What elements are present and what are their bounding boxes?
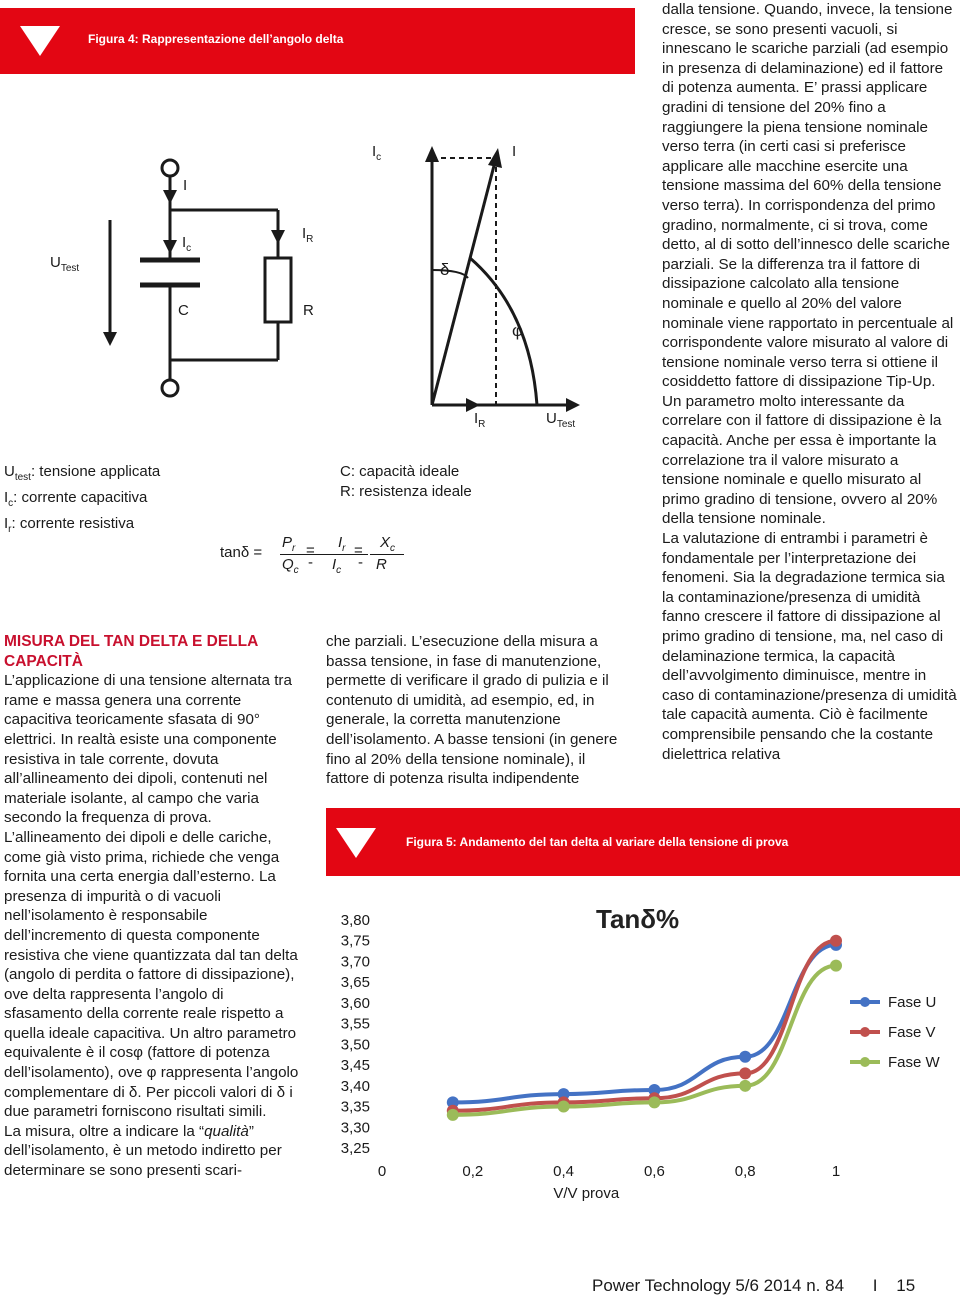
paragraph: dalla tensione. Quando, invece, la tensione cresce, se sono presenti vacuoli, si innescano le scariche parziali (ad esempio in presenza di delaminazione) ed il fattore di potenza aumenta. E’ prassi applicare gradini di tensione del 20% fino a raggiungere la piena tensione nominale verso terra (in certi casi si preferisce applicare alle macchine esercite una tensione massima del 60% della tensione verso terra). In corrispondenza del primo gradino, normalmente, ci si trova, come detto, al di sotto dell’innesco delle scariche parziali. Se la differenza tra il fattore di dissipazione calcolato alla tensione nominale e quello al 20% del valore nominale viene rapportato in percentuale al corrispondente valore misurato al valore di tensione nominale verso terra si ottiene il cosiddetto fattore di dissipazione Tip-Up. Un parametro molto interessante da correlare con il fattore di dissipazione è la capacità. Anche per essa è importante la correlazione tra il valore misurato a tensione nominale e quello misurato al primo gradino di tensione, ovvero al 20% della tensione nominale.	[662, 1, 954, 528]
legend-line: $U_{test}$: tensione applicata	[4, 463, 161, 483]
figure5-header	[326, 808, 960, 876]
y-tick-label: 3,50	[340, 1036, 370, 1054]
label-vec-ir: $I_R$	[474, 410, 486, 430]
data-point	[830, 935, 842, 947]
figure4-title: Figura 4: Rappresentazione dell’angolo delta	[88, 32, 344, 46]
legend-label: Fase U	[888, 994, 937, 1011]
section-heading: MISURA DEL TAN DELTA E DELLA CAPACITÀ	[4, 633, 258, 670]
x-tick-label: 0	[377, 1163, 387, 1180]
y-tick-label: 3,35	[340, 1098, 370, 1116]
figure4-diagram	[0, 110, 640, 440]
y-tick-label: 3,30	[340, 1119, 370, 1137]
y-tick-label: 3,75	[340, 932, 370, 950]
legend-line: R: resistenza ideale	[340, 483, 472, 500]
y-tick-label: 3,80	[340, 912, 370, 929]
data-point	[447, 1109, 459, 1121]
footer	[592, 1276, 915, 1296]
triangle-down-icon	[20, 26, 60, 56]
label-ir: $I_R$	[302, 225, 314, 245]
label-u-test: $U_{Test}$	[50, 254, 80, 274]
tan-delta-formula: tanδ = $P_r$ $Q_c$ - = $I_r$ $I_c$ - = $X_c$ R	[220, 532, 420, 578]
label-i: I	[183, 177, 188, 194]
page-number: 15	[896, 1276, 916, 1295]
data-point	[830, 960, 842, 972]
journal-name: Power Technology 5/6 2014 n. 84	[592, 1276, 845, 1295]
x-tick-label: 0,4	[553, 1163, 575, 1180]
legend-label: Fase V	[888, 1024, 936, 1041]
figure5-title: Figura 5: Andamento del tan delta al variare della tensione di prova	[406, 835, 789, 849]
label-vec-utest: $U_{Test}$	[546, 410, 576, 430]
y-tick-label: 3,70	[340, 953, 370, 971]
tan-delta-chart	[326, 890, 960, 1220]
label-ic: $I_c$	[182, 234, 192, 254]
column-3	[662, 0, 958, 764]
column-1	[4, 632, 300, 1181]
label-vec-i: I	[512, 143, 517, 160]
label-c: C	[178, 302, 189, 319]
chart-title: Tanδ%	[596, 904, 680, 934]
figure4-header	[0, 8, 635, 74]
y-tick-label: 3,25	[340, 1140, 370, 1157]
label-delta: δ	[440, 260, 450, 279]
series-line-fase-u	[453, 945, 836, 1103]
y-tick-label: 3,45	[340, 1057, 370, 1075]
x-tick-label: 1	[831, 1163, 841, 1180]
paragraph: La valutazione di entrambi i parametri è fondamentale per l’interpretazione dei fenomeni. Sia la degradazione termica sia la contaminazione/presenza di umidità fanno crescere il fattore di dissipazione al primo gradino di tensione, ma, nel caso di delaminazione termica, la capacità dell’avvolgimento diminuisce, mentre in caso di contaminazione/presenza di umidità tale capacità aumenta. Ciò è facilmente comprensibile pensando che la costante dielettrica relativa	[662, 530, 957, 763]
separator: I	[872, 1276, 878, 1295]
paragraph: che parziali. L’esecuzione della misura a bassa tensione, in fase di manutenzione, permette di verificare il grado di pulizia e il contenuto di umidità, ad esempio, ed, in generale, la corretta manutenzione dell’isolamento. A basse tensioni (in genere fino al 20% della tensione nominale), il fattore di potenza risulta indipendente	[326, 633, 618, 788]
figure4-legend-right	[340, 462, 472, 502]
y-tick-label: 3,40	[340, 1077, 370, 1095]
paragraph: La misura, oltre a indicare la “qualità” dell’isolamento, è un metodo indiretto per determinare se sono presenti scari-	[4, 1122, 282, 1180]
y-tick-label: 3,55	[340, 1015, 370, 1033]
label-vec-ic: $I_c$	[372, 143, 382, 163]
x-tick-label: 0,2	[462, 1163, 484, 1180]
data-point	[648, 1096, 660, 1108]
y-tick-label: 3,60	[340, 994, 370, 1012]
data-point	[739, 1051, 751, 1063]
legend-marker	[860, 1027, 870, 1037]
label-phi: φ	[512, 321, 524, 340]
triangle-down-icon	[336, 828, 376, 858]
legend-line: $I_r$: corrente resistiva	[4, 515, 135, 535]
label-r: R	[303, 302, 314, 319]
data-point	[558, 1101, 570, 1113]
legend-marker	[860, 1057, 870, 1067]
x-tick-label: 0,6	[643, 1163, 665, 1180]
data-point	[739, 1080, 751, 1092]
data-point	[739, 1067, 751, 1079]
legend-marker	[860, 997, 870, 1007]
figure4-legend-left	[4, 462, 160, 540]
legend-label: Fase W	[888, 1054, 940, 1071]
y-tick-label: 3,65	[340, 974, 370, 992]
legend-line: C: capacità ideale	[340, 463, 460, 480]
legend-line: $I_c$: corrente capacitiva	[4, 489, 148, 509]
column-2	[326, 632, 632, 789]
paragraph: L’applicazione di una tensione alternata tra rame e massa genera una corrente capacitiva teoricamente sfasata di 90° elettrici. In realtà esiste una componente resistiva in tale corrente, dovuta all’allineamento dei dipoli, contenuti nel materiale isolante, al campo che varia secondo la frequenza di prova. L’allineamento dei dipoli e delle cariche, come già visto prima, richiede che venga fornita una certa energia dall’esterno. La presenza di impurità o di vacuoli nell’isolamento è responsabile dell’incremento di questa componente resistiva che viene quantizzata dal tan delta (angolo di perdita o fattore di dissipazione), ove delta rappresenta l’angolo di sfasamento della corrente reale rispetto a quella ideale capacitiva. Un altro parametro equivalente è il cosφ (fattore di potenza dell’isolamento), ove φ rappresenta l’angolo complementare di δ. Per piccoli valori di δ i due parametri forniscono risultati simili.	[4, 672, 299, 1121]
x-tick-label: 0,8	[734, 1163, 756, 1180]
x-axis-label: V/V prova	[553, 1185, 620, 1202]
